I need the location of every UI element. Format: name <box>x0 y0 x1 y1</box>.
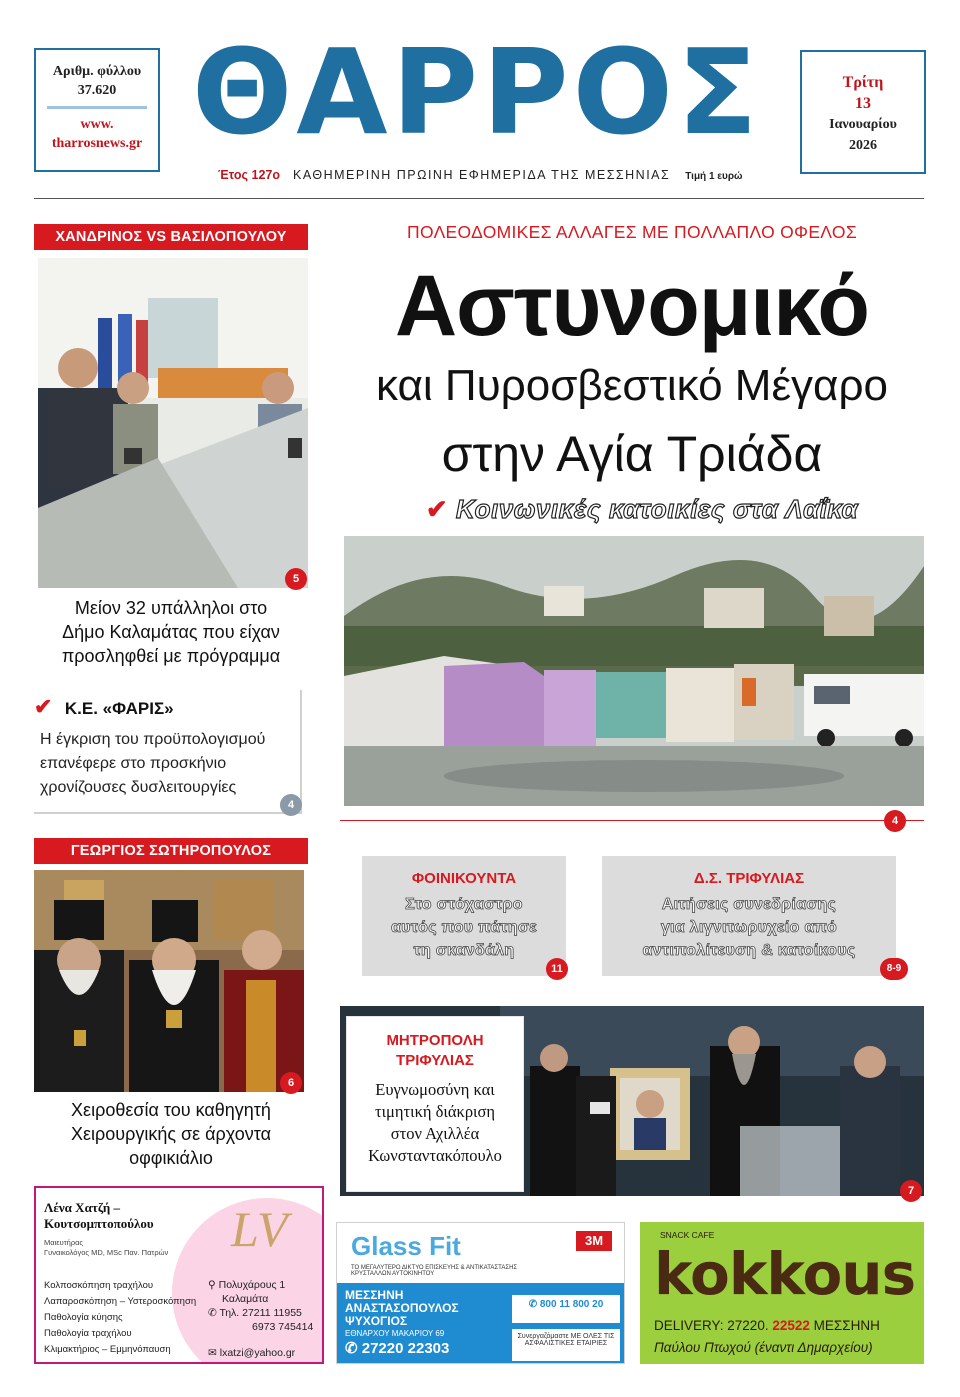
story2-tag[interactable]: ΓΕΩΡΓΙΟΣ ΣΩΤΗΡΟΠΟΥΛΟΣ <box>34 838 308 864</box>
issue-number: 37.620 <box>77 83 117 98</box>
dealer-line: ΨΥΧΟΓΙΟΣ <box>345 1314 408 1328</box>
story1-caption-line: Δήμο Καλαμάτας που είχαν <box>62 622 280 642</box>
ad-kokkous[interactable] <box>640 1222 924 1364</box>
website-line1[interactable]: www. <box>80 117 114 132</box>
kokkous-address: Παύλου Πτωχού (έναντι Δημαρχείου) <box>654 1340 873 1355</box>
service-item: Κολποσκόπηση τραχήλου <box>44 1280 154 1291</box>
box-title: Δ.Σ. ΤΡΙΦΥΛΙΑΣ <box>693 870 805 887</box>
story2-caption-line: Χειρουργικής σε άρχοντα <box>70 1124 272 1144</box>
doctor-phone[interactable]: Τηλ. 27211 11955 <box>219 1307 302 1319</box>
box-line: Στο στόχαστρο <box>405 896 523 913</box>
story2-caption-line: οφφικιάλιο <box>129 1148 213 1168</box>
box-line: για λιγνιτωρυχείο από <box>660 919 838 936</box>
ad-glassfit[interactable] <box>336 1222 625 1364</box>
delivery-town: ΜΕΣΣΗΝΗ <box>813 1318 880 1333</box>
tagline <box>218 168 778 182</box>
metro-body <box>347 1079 523 1167</box>
main-subheadline[interactable] <box>360 494 924 525</box>
story1-caption-line: προσληφθεί με πρόγραμμα <box>61 646 281 666</box>
dealer-line: ΑΝΑΣΤΑΣΟΠΟΥΛΟΣ <box>345 1301 459 1315</box>
story1-caption[interactable] <box>34 596 308 668</box>
doctor-role <box>44 1238 168 1258</box>
doctor-role-line: Γυναικολόγος MD, MSc Παν. Πατρών <box>44 1248 169 1257</box>
3m-badge: 3M <box>576 1231 612 1251</box>
glassfit-partner: Συνεργαζόμαστε ΜΕ ΟΛΕΣ ΤΙΣ ΑΣΦΑΛΙΣΤΙΚΕΣ ΕΤΑΙΡΙΕΣ <box>512 1329 620 1361</box>
brief-line: χρονίζουσες δυσλειτουργίες <box>40 779 237 796</box>
doctor-contact <box>208 1278 313 1360</box>
main-headline-1[interactable]: Αστυνομικό <box>395 258 869 354</box>
doctor-services <box>44 1278 196 1358</box>
box-line: Αιτήσεις συνεδρίασης <box>661 896 837 913</box>
main-headline-2[interactable]: και Πυροσβεστικό Μέγαρο <box>376 361 888 410</box>
box1-page-badge[interactable]: 11 <box>546 958 568 980</box>
box-body <box>362 893 566 962</box>
issue-label: Αριθμ. φύλλου <box>52 64 142 79</box>
main-photo[interactable] <box>344 536 924 806</box>
metro-line: Κωνσταντακόπουλο <box>368 1146 502 1165</box>
service-item: Κλιμακτήριος – Εμμηνόπαυση <box>44 1344 171 1355</box>
story2-caption-line: Χειροθεσία του καθηγητή <box>71 1100 271 1120</box>
kokkous-delivery[interactable] <box>654 1318 880 1333</box>
price-label: Τιμή 1 ευρώ <box>685 171 743 182</box>
subheadline-text: Κοινωνικές κατοικίες στα Λαΐκα <box>455 494 859 524</box>
main-page-badge[interactable]: 4 <box>884 810 906 832</box>
brief-page-badge[interactable]: 4 <box>280 794 302 816</box>
kokkous-logo: kokkous <box>654 1240 916 1308</box>
year-label: Έτος 127ο <box>218 168 280 182</box>
story1-caption-line: Μείον 32 υπάλληλοι στο <box>74 598 268 618</box>
doctor-name-line: Κουτσομπτοπούλου <box>44 1216 154 1231</box>
glassfit-free-phone[interactable] <box>512 1295 620 1323</box>
settlement-houses-image <box>344 536 924 806</box>
free-phone-number: 800 11 800 20 <box>539 1299 604 1310</box>
box-body <box>602 893 896 962</box>
metro-page-badge[interactable]: 7 <box>900 1180 922 1202</box>
brief-faris[interactable] <box>34 690 302 814</box>
issue-box <box>34 48 160 172</box>
story2-page-badge[interactable]: 6 <box>280 1072 302 1094</box>
brief-title: Κ.Ε. «ΦΑΡΙΣ» <box>64 699 174 718</box>
metro-line: Ευγνωμοσύνη και <box>375 1080 495 1099</box>
issue-divider <box>47 106 147 109</box>
mail-icon: ✉ <box>208 1347 217 1359</box>
kokkous-snack: SNACK CAFE <box>660 1230 715 1240</box>
date-day: 13 <box>855 95 871 112</box>
delivery-number: 22522 <box>772 1318 810 1333</box>
address-line: Καλαμάτα <box>222 1293 269 1305</box>
metro-title <box>347 1031 523 1071</box>
metro-line: τιμητική διάκριση <box>374 1102 496 1121</box>
story2-caption[interactable] <box>34 1098 308 1170</box>
box-line: αυτός που πάτησε <box>390 919 538 936</box>
glassfit-dealer <box>345 1289 459 1328</box>
phone-icon: ✆ <box>345 1340 358 1357</box>
date-year: 2026 <box>849 138 877 153</box>
masthead-rule <box>34 198 924 199</box>
service-item: Παθολογία κύησης <box>44 1312 123 1323</box>
box-title: ΦΟΙΝΙΚΟΥΝΤΑ <box>411 870 517 887</box>
box2-page-badge[interactable]: 8-9 <box>880 958 908 980</box>
website-line2[interactable]: tharrosnews.gr <box>51 136 143 151</box>
date-month: Ιανουαρίου <box>829 117 897 132</box>
glassfit-phone[interactable] <box>345 1339 449 1357</box>
box-line: τη σκανδάλη <box>413 942 515 959</box>
metro-title-line: ΤΡΙΦΥΛΙΑΣ <box>396 1052 474 1069</box>
story1-tag[interactable]: ΧΑΝΔΡΙΝΟΣ VS ΒΑΣΙΛΟΠΟΥΛΟΥ <box>34 224 308 250</box>
monogram-logo: LV <box>231 1201 288 1257</box>
glassfit-phone-number: 27220 22303 <box>361 1340 450 1357</box>
brief-line: επανέφερε στο προσκήνιο <box>40 755 227 772</box>
service-item: Λαπαροσκόπηση – Υστεροσκόπηση <box>44 1296 197 1307</box>
doctor-mobile[interactable]: 6973 745414 <box>252 1321 314 1333</box>
main-rule <box>340 820 924 821</box>
newspaper-logo[interactable] <box>192 22 772 162</box>
council-meeting-image <box>38 258 308 588</box>
glassfit-description: ΤΟ ΜΕΓΑΛΥΤΕΡΟ ΔΙΚΤΥΟ ΕΠΙΣΚΕΥΗΣ & ΑΝΤΙΚΑΤΑΣΤΑΣΗΣ ΚΡΥΣΤΑΛΛΩΝ ΑΥΤΟΚΙΝΗΤΟΥ <box>351 1265 518 1277</box>
glassfit-address: ΕΘΝΑΡΧΟΥ ΜΑΚΑΡΙΟΥ 69 <box>345 1329 445 1338</box>
check-icon: ✔ <box>425 494 449 524</box>
check-icon: ✔ <box>34 694 53 719</box>
location-icon: ⚲ <box>208 1279 216 1291</box>
box-line: αντιπολίτευση & κατοίκους <box>642 942 856 959</box>
main-kicker: ΠΟΛΕΟΔΟΜΙΚΕΣ ΑΛΛΑΓΕΣ ΜΕ ΠΟΛΛΑΠΛΟ ΟΦΕΛΟΣ <box>407 222 857 242</box>
date-box <box>800 50 926 174</box>
story2-photo[interactable] <box>34 870 304 1092</box>
service-item: Παθολογία τραχήλου <box>44 1328 132 1339</box>
glassfit-logo <box>351 1231 461 1262</box>
brand-a: Glass <box>351 1231 422 1261</box>
story1-photo[interactable] <box>38 258 308 588</box>
phone-icon: ✆ <box>208 1307 217 1319</box>
logo-text: ΘΑΡΡΟΣ <box>192 23 762 161</box>
weekday: Τρίτη <box>842 74 884 91</box>
address-line: Πολυχάρους 1 <box>218 1279 286 1291</box>
doctor-name-line: Λένα Χατζή – <box>44 1200 120 1215</box>
box-foinikounta[interactable] <box>362 856 566 976</box>
metro-card[interactable] <box>346 1016 524 1192</box>
brand-b: Fit <box>429 1231 461 1261</box>
metro-line: στον Αχιλλέα <box>390 1124 480 1143</box>
brief-body <box>40 728 265 800</box>
dealer-line: ΜΕΣΣΗΝΗ <box>345 1288 404 1302</box>
phone-icon: ✆ <box>528 1299 538 1310</box>
doctor-email[interactable]: lxatzi@yahoo.gr <box>219 1347 296 1359</box>
doctor-role-line: Μαιευτήρας <box>44 1238 84 1247</box>
brief-line: Η έγκριση του προϋπολογισμού <box>40 731 266 748</box>
metro-title-line: ΜΗΤΡΟΠΟΛΗ <box>386 1032 484 1049</box>
main-headline-3[interactable]: στην Αγία Τριάδα <box>441 426 823 482</box>
delivery-label: DELIVERY: 27220. <box>654 1318 769 1333</box>
ad-doctor[interactable] <box>34 1186 324 1364</box>
story1-page-badge[interactable]: 5 <box>285 568 307 590</box>
tagline-text: ΚΑΘΗΜΕΡΙΝΗ ΠΡΩΙΝΗ ΕΦΗΜΕΡΙΔΑ ΤΗΣ ΜΕΣΣΗΝΙΑΣ <box>292 168 671 182</box>
clergy-ceremony-image <box>34 870 304 1092</box>
box-trifylia-council[interactable] <box>602 856 896 976</box>
doctor-name <box>44 1200 154 1232</box>
